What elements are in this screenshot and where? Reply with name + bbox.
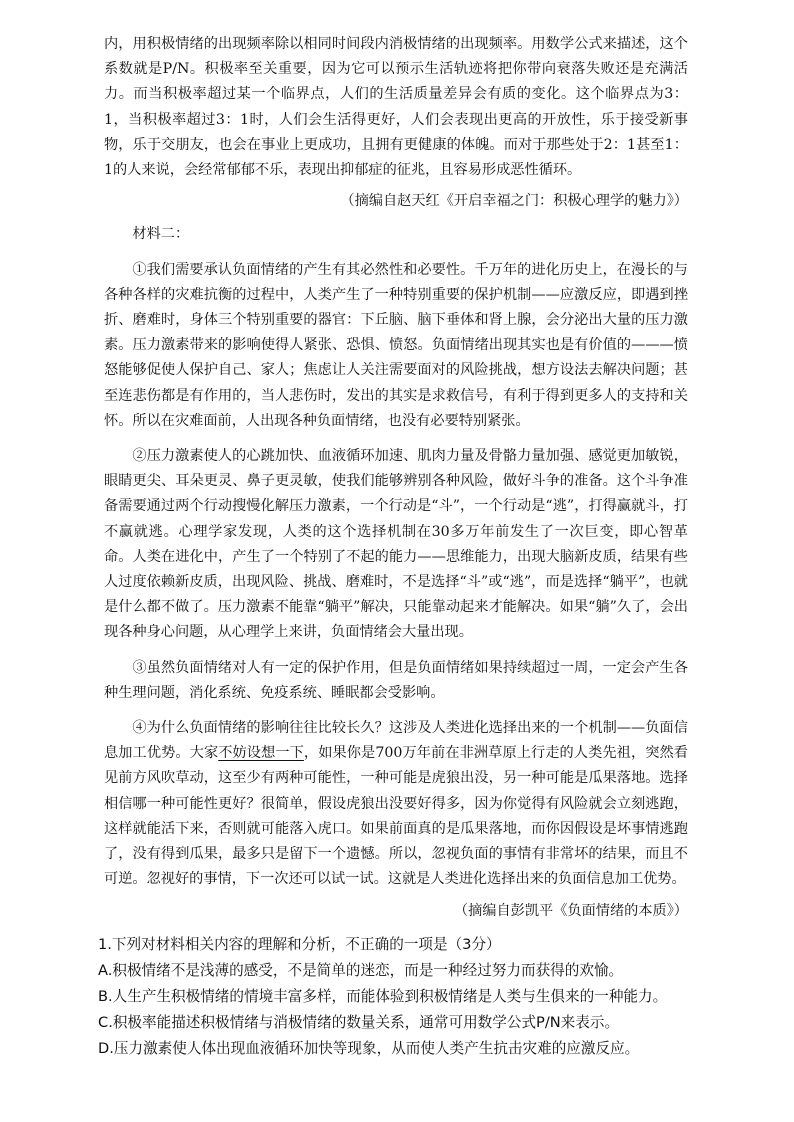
material2-paragraph-1: ①我们需要承认负面情绪的产生有其必然性和必要性。千万年的进化历史上，在漫长的与各种各样的灾难抗衡的过程中，人类产生了一种特别重要的保护机制——应激反应，即遇到挫折、磨难时，身体三个特别重要的器官：下丘脑、脑下垂体和肾上腺，会分泌出大量的压力激素。压力激素带来的影响使得人紧张、恐惧、愤怒。负面情绪出现其实也是有价值的———愤怒能够促使人保护自己、家人；焦虑让人关注需要面对的风险挑战，想方设法去解决问题；甚至连悲伤都是有作用的，当人悲伤时，发出的其实是求救信号，有利于得到更多人的支持和关怀。所以在灾难面前，人出现各种负面情绪，也没有必要特别紧张。 <box>104 261 688 429</box>
material2-source: （摘编自彭凯平《负面情绪的本质》） <box>453 902 688 919</box>
paragraph-4-text-start: ④为什么负面情绪的影响往往比较长久？这涉及人类进化选择出来的一个机制——负面信息加工优势。大家 <box>104 720 688 762</box>
material1-source: （摘编自赵天红《开启幸福之门：积极心理学的魅力》） <box>340 193 688 210</box>
option-a: A.积极情绪不是浅薄的感受，不是简单的迷恋，而是一种经过努力而获得的欢愉。 <box>98 961 624 979</box>
material1-paragraph: 内，用积极情绪的出现频率除以相同时间段内消极情绪的出现频率。用数学公式来描述，这个系数就是P/N。积极率至关重要，因为它可以预示生活轨迹将把你带向衰落失败还是充满活力。而当积极率超过某一个临界点，人们的生活质量差异会有质的变化。这个临界点为3：1，当积极率超过3：1时，人们会生活得更好，人们会表现出更高的开放性，乐于接受新事物，乐于交朋友，也会在事业上更成功，且拥有更健康的体魄。而对于那些处于2：1甚至1：1的人来说，会经常郁郁不乐，表现出抑郁症的征兆，且容易形成恶性循环。 <box>104 36 688 179</box>
underlined-phrase: 不妨设想一下 <box>218 745 304 762</box>
option-d: D.压力激素使人体出现血液循环加快等现象，从而使人类产生抗击灾难的应激反应。 <box>98 1039 640 1057</box>
material2-label: 材料二： <box>132 226 190 243</box>
material2-paragraph-4 <box>104 716 688 892</box>
paragraph-4-text-end: ，如果你是700万年前在非洲草原上行走的人类先祖，突然看见前方风吹草动，这至少有两种可能性，一种可能是虎狼出没，另一种可能是瓜果落地。选择相信哪一种可能性更好？很简单，假设虎狼出没要好得多，因为你觉得有风险就会立刻逃跑，这样就能活下来，否则就可能落入虎口。如果前面真的是瓜果落地，而你因假设是坏事情逃跑了，没有得到瓜果，最多只是留下一个遗憾。所以，忽视负面的事情有非常坏的结果，而且不可逆。忽视好的事情，下一次还可以试一试。这就是人类进化选择出来的负面信息加工优势。 <box>104 745 688 888</box>
question-1-stem: 1.下列对材料相关内容的理解和分析，不正确的一项是（3分） <box>98 935 501 953</box>
option-c: C.积极率能描述积极情绪与消极情绪的数量关系，通常可用数学公式P/N来表示。 <box>98 1013 620 1031</box>
material2-paragraph-3: ③虽然负面情绪对人有一定的保护作用，但是负面情绪如果持续超过一周，一定会产生各种生理问题，消化系统、免疫系统、睡眠都会受影响。 <box>104 659 688 701</box>
exam-page <box>98 32 688 1062</box>
material2-paragraph-2: ②压力激素使人的心跳加快、血液循环加速、肌肉力量及骨骼力量加强、感觉更加敏锐，眼睛更尖、耳朵更灵、鼻子更灵敏，使我们能够辨别各种风险，做好斗争的准备。这个斗争准备需要通过两个行动搜慢化解压力激素，一个行动是“斗”，一个行动是“逃”，打得赢就斗，打不赢就逃。心理学家发现，人类的这个选择机制在30多万年前发生了一次巨变，即心智革命。人类在进化中，产生了一个特别了不起的能力——思维能力，出现大脑新皮质，结果有些人过度依赖新皮质，出现风险、挑战、磨难时，不是选择“斗”或“逃”，而是选择“躺平”，也就是什么都不做了。压力激素不能靠“躺平”解决，只能靠动起来才能解决。如果“躺”久了，会出现各种身心问题，从心理学上来讲，负面情绪会大量出现。 <box>104 448 688 641</box>
option-b: B.人生产生积极情绪的情境丰富多样，而能体验到积极情绪是人类与生俱来的一种能力。 <box>98 987 668 1005</box>
